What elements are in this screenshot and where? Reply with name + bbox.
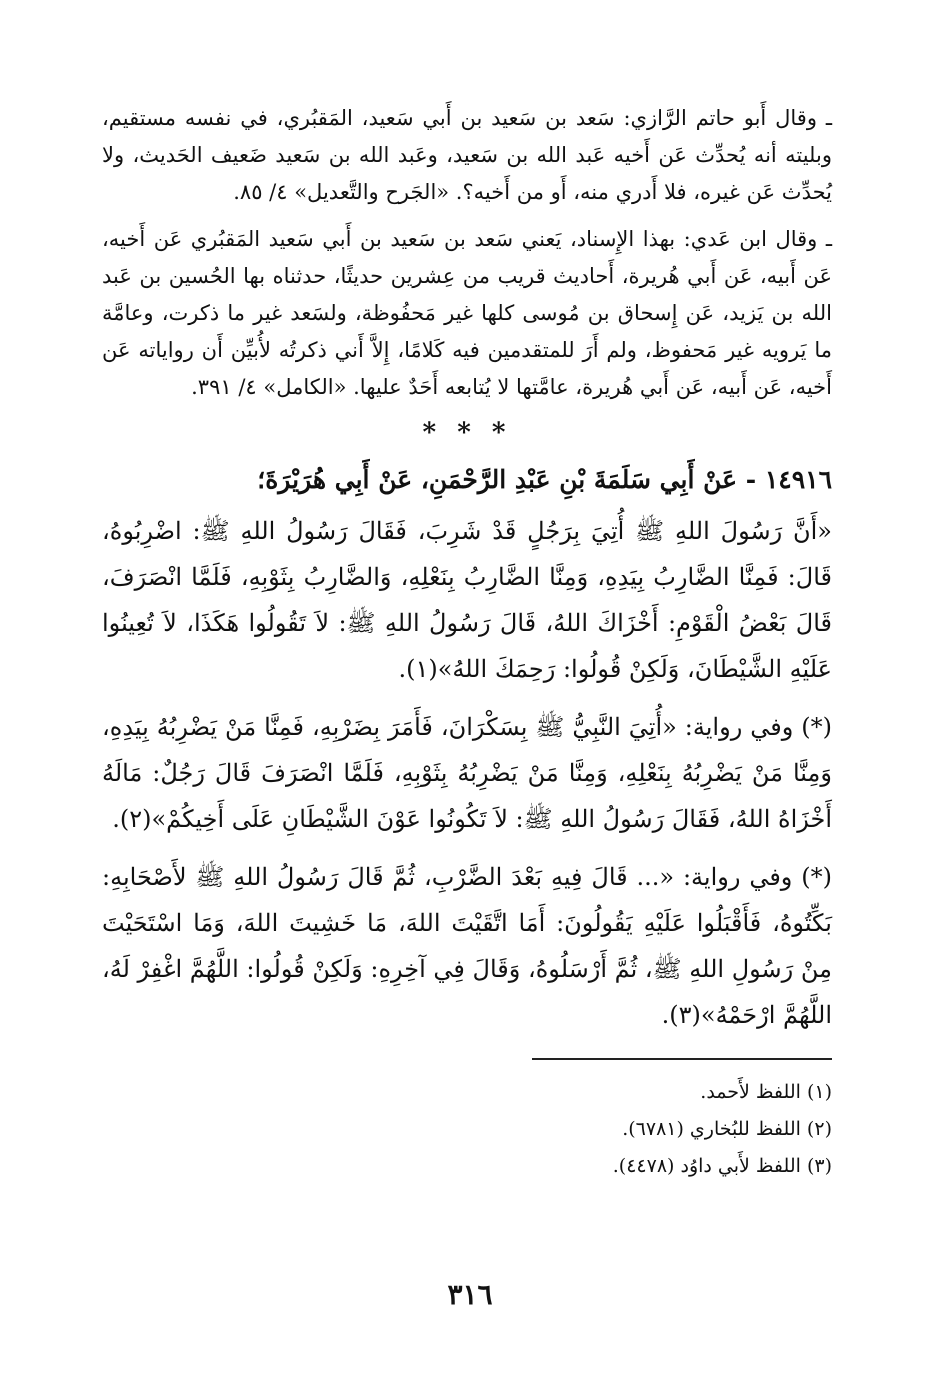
footnote-3: (٣) اللفظ لأَبي داوُد (٤٤٧٨).	[612, 1155, 832, 1177]
narrator-criticism-abu-hatim: ـ وقال أَبو حاتم الرَّازي: سَعد بن سَعيد بن أَبي سَعيد، المَقبُري، في نفسه مستقيم، وبليته أنه يُحدِّث عَن أَخيه عَبد الله بن سَعيد، وعَبد الله بن سَعيد ضَعيف الحَديث، ولا يُحدِّث عَن غيره، فلا أَدري منه، أَو من أَخيه؟. «الجَرح والتَّعديل» ٤/ ٨٥.	[102, 106, 832, 204]
footnote-2: (٢) اللفظ للبُخاري (٦٧٨١).	[622, 1118, 832, 1140]
hadith-narration-variant-2: (*) وفي رواية: «... قَالَ فِيهِ بَعْدَ الضَّرْبِ، ثُمَّ قَالَ رَسُولُ اللهِ ﷺ لأَصْحَابِهِ: بَكِّتُوهُ، فَأَقْبَلُوا عَلَيْهِ يَقُولُونَ: أَمَا اتَّقَيْتَ اللهَ، مَا خَشِيتَ اللهَ، وَمَا اسْتَحَيْتَ مِنْ رَسُولِ اللهِ ﷺ، ثُمَّ أَرْسَلُوهُ، وَقَالَ فِي آخِرِهِ: وَلَكِنْ قُولُوا: اللَّهُمَّ اغْفِرْ لَهُ، اللَّهُمَّ ارْحَمْهُ»(٣).	[102, 863, 832, 1029]
footnotes	[102, 1074, 832, 1185]
section-separator: * * *	[422, 418, 512, 448]
hadith-text: «أَنَّ رَسُولَ اللهِ ﷺ أُتِيَ بِرَجُلٍ قَدْ شَرِبَ، فَقَالَ رَسُولُ اللهِ ﷺ: اضْرِبُوهُ، قَالَ: فَمِنَّا الضَّارِبُ بِيَدِهِ، وَمِنَّا الضَّارِبُ بِنَعْلِهِ، وَالضَّارِبُ بِثَوْبِهِ، فَلَمَّا انْصَرَفَ، قَالَ بَعْضُ الْقَوْمِ: أَخْزَاكَ اللهُ، قَالَ رَسُولُ اللهِ ﷺ: لاَ تَقُولُوا هَكَذَا، لاَ تُعِينُوا عَلَيْهِ الشَّيْطَانَ، وَلَكِنْ قُولُوا: رَحِمَكَ اللهُ»(١).	[102, 517, 832, 683]
page-number: ٣١٦	[447, 1278, 493, 1311]
hadith-narration-variant-1: (*) وفي رواية: «أُتِيَ النَّبِيُّ ﷺ بِسَكْرَانَ، فَأَمَرَ بِضَرْبِهِ، فَمِنَّا مَنْ يَضْرِبُهُ بِيَدِهِ، وَمِنَّا مَنْ يَضْرِبُهُ بِنَعْلِهِ، وَمِنَّا مَنْ يَضْرِبُهُ بِثَوْبِهِ، فَلَمَّا انْصَرَفَ قَالَ رَجُلٌ: مَالَهُ أَخْزَاهُ اللهُ، فَقَالَ رَسُولُ اللهِ ﷺ: لاَ تَكُونُوا عَوْنَ الشَّيْطَانِ عَلَى أَخِيكُمْ»(٢).	[102, 713, 832, 833]
footnote-divider	[532, 1058, 832, 1060]
narrator-criticism-ibn-adi: ـ وقال ابن عَدي: بهذا الإِسناد، يَعني سَعد بن سَعيد بن أَبي سَعيد المَقبُري عَن أَخيه، عَن أَبيه، عَن أَبي هُريرة، أَحاديث قريب من عِشرين حديثًا، حدثناه بها الحُسين بن عَبد الله بن يَزيد، عَن إِسحاق بن مُوسى كلها غير مَحفُوظة، ولسَعد غير ما ذكرت، وعامَّة ما يَرويه غير مَحفوظ، ولم أَرَ للمتقدمين فيه كَلامًا، إِلاَّ أَني ذكرتُه لأُبيِّن أَن رواياته عَن أَخيه، عَن أَبيه، عَن أَبي هُريرة، عامَّتها لا يُتابعه أَحَدٌ عليها. «الكامل» ٤/ ٣٩١.	[102, 227, 832, 399]
page-body	[102, 100, 832, 1185]
footnote-1: (١) اللفظ لأَحمد.	[700, 1081, 832, 1103]
hadith-heading: ١٤٩١٦ - عَنْ أَبِي سَلَمَةَ بْنِ عَبْدِ الرَّحْمَنِ، عَنْ أَبِي هُرَيْرَةَ؛	[257, 465, 832, 494]
